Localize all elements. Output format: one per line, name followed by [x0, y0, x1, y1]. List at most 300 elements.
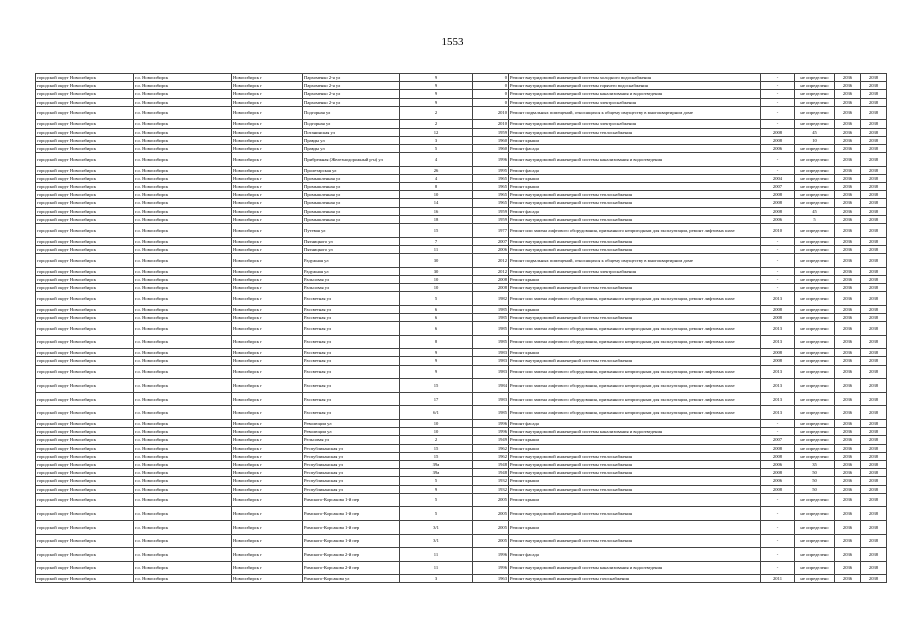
street-cell: Республиканская ул [303, 477, 400, 485]
settlement-cell: г.о. Новосибирск [134, 392, 232, 406]
plan-end-cell: 2038 [861, 379, 887, 393]
plan-end-cell: 2038 [861, 183, 887, 191]
plan-end-cell: 2038 [861, 392, 887, 406]
table-row [36, 460, 887, 468]
plan-start-cell: 2036 [835, 245, 861, 253]
wear-cell: не определено [795, 392, 835, 406]
municipality-cell: городской округ Новосибирск [36, 485, 134, 493]
plan-end-cell: 2038 [861, 460, 887, 468]
city-cell: Новосибирск г [232, 207, 303, 215]
house-number-cell: 6 [400, 322, 473, 336]
table-row [36, 534, 887, 548]
plan-start-cell: 2036 [835, 305, 861, 313]
work-type-cell: Ремонт крыши [509, 136, 761, 144]
settlement-cell: г.о. Новосибирск [134, 406, 232, 420]
settlement-cell: г.о. Новосибирск [134, 136, 232, 144]
build-year-cell: 1985 [473, 406, 509, 420]
build-year-cell: 1959 [473, 128, 509, 136]
table-row [36, 444, 887, 452]
build-year-cell: 1962 [473, 452, 509, 460]
last-repair-year-cell: - [761, 267, 795, 275]
street-cell: Революции ул [303, 420, 400, 428]
street-cell: Правды ул [303, 144, 400, 152]
work-type-cell: Ремонт внутридомовой инженерной системы канализования и водоотведения [509, 90, 761, 98]
city-cell: Новосибирск г [232, 575, 303, 583]
last-repair-year-cell: - [761, 237, 795, 245]
house-number-cell: 5 [400, 477, 473, 485]
table-row [36, 469, 887, 477]
house-number-cell: 11 [400, 561, 473, 575]
wear-cell: не определено [795, 428, 835, 436]
city-cell: Новосибирск г [232, 215, 303, 223]
plan-start-cell: 2036 [835, 406, 861, 420]
build-year-cell: 1959 [473, 215, 509, 223]
city-cell: Новосибирск г [232, 82, 303, 90]
work-type-cell: Ремонт фасада [509, 548, 761, 562]
city-cell: Новосибирск г [232, 120, 303, 128]
settlement-cell: г.о. Новосибирск [134, 493, 232, 507]
table-row [36, 322, 887, 336]
work-type-cell: Ремонт внутридомовой инженерной системы теплоснабжения [509, 313, 761, 321]
city-cell: Новосибирск г [232, 436, 303, 444]
street-cell: Пархоменко 2-я ул [303, 82, 400, 90]
table-row [36, 136, 887, 144]
table-row [36, 305, 887, 313]
table-row [36, 174, 887, 182]
work-type-cell: Ремонт внутридомовой инженерной системы канализования и водоотведения [509, 428, 761, 436]
build-year-cell: 1983 [473, 392, 509, 406]
build-year-cell: 1996 [473, 153, 509, 167]
settlement-cell: г.о. Новосибирск [134, 207, 232, 215]
city-cell: Новосибирск г [232, 452, 303, 460]
plan-start-cell: 2036 [835, 428, 861, 436]
wear-cell: не определено [795, 74, 835, 82]
plan-start-cell: 2036 [835, 275, 861, 283]
municipality-cell: городской округ Новосибирск [36, 575, 134, 583]
plan-end-cell: 2038 [861, 120, 887, 128]
table-row [36, 335, 887, 349]
street-cell: Римского-Корсакова 2-й пер [303, 561, 400, 575]
municipality-cell: городской округ Новосибирск [36, 283, 134, 291]
table-row [36, 90, 887, 98]
last-repair-year-cell: - [761, 507, 795, 521]
work-type-cell: Ремонт внутридомовой инженерной системы теплоснабжения [509, 469, 761, 477]
table-row [36, 349, 887, 357]
city-cell: Новосибирск г [232, 428, 303, 436]
city-cell: Новосибирск г [232, 128, 303, 136]
wear-cell: не определено [795, 379, 835, 393]
page-number: 1553 [441, 36, 464, 48]
capital-repair-table [35, 73, 887, 583]
street-cell: Республиканская ул [303, 485, 400, 493]
work-type-cell: Ремонт фасада [509, 166, 761, 174]
work-type-cell: Ремонт внутридомовой инженерной системы теплоснабжения [509, 199, 761, 207]
table-row [36, 313, 887, 321]
build-year-cell: 1983 [473, 349, 509, 357]
last-repair-year-cell: - [761, 275, 795, 283]
municipality-cell: городской округ Новосибирск [36, 215, 134, 223]
last-repair-year-cell: 2006 [761, 144, 795, 152]
settlement-cell: г.о. Новосибирск [134, 357, 232, 365]
plan-end-cell: 2038 [861, 365, 887, 379]
wear-cell: не определено [795, 174, 835, 182]
municipality-cell: городской округ Новосибирск [36, 292, 134, 306]
plan-end-cell: 2038 [861, 477, 887, 485]
build-year-cell: 1985 [473, 305, 509, 313]
last-repair-year-cell: - [761, 548, 795, 562]
table-row [36, 379, 887, 393]
plan-start-cell: 2036 [835, 253, 861, 267]
settlement-cell: г.о. Новосибирск [134, 561, 232, 575]
table-row [36, 207, 887, 215]
build-year-cell: 2005 [473, 493, 509, 507]
work-type-cell: Ремонт фасада [509, 144, 761, 152]
work-type-cell: Ремонт внутридомовой инженерной системы холодного водоснабжения [509, 74, 761, 82]
settlement-cell: г.о. Новосибирск [134, 485, 232, 493]
municipality-cell: городской округ Новосибирск [36, 357, 134, 365]
municipality-cell: городской округ Новосибирск [36, 392, 134, 406]
house-number-cell: 3 [400, 136, 473, 144]
settlement-cell: г.о. Новосибирск [134, 507, 232, 521]
plan-start-cell: 2036 [835, 237, 861, 245]
table-row [36, 267, 887, 275]
settlement-cell: г.о. Новосибирск [134, 428, 232, 436]
build-year-cell: 1995 [473, 166, 509, 174]
build-year-cell: 1949 [473, 436, 509, 444]
build-year-cell: 1977 [473, 224, 509, 238]
plan-end-cell: 2038 [861, 174, 887, 182]
street-cell: Рассветная ул [303, 379, 400, 393]
plan-end-cell: 2038 [861, 305, 887, 313]
plan-end-cell: 2038 [861, 166, 887, 174]
table-row [36, 493, 887, 507]
settlement-cell: г.о. Новосибирск [134, 477, 232, 485]
wear-cell: не определено [795, 183, 835, 191]
municipality-cell: городской округ Новосибирск [36, 335, 134, 349]
work-type-cell: Ремонт крыши [509, 349, 761, 357]
last-repair-year-cell: 2008 [761, 469, 795, 477]
wear-cell: 50 [795, 485, 835, 493]
table-row [36, 575, 887, 583]
plan-start-cell: 2036 [835, 215, 861, 223]
build-year-cell: 1985 [473, 322, 509, 336]
wear-cell: не определено [795, 406, 835, 420]
house-number-cell: 9 [400, 357, 473, 365]
municipality-cell: городской округ Новосибирск [36, 452, 134, 460]
work-type-cell: Ремонт крыши [509, 174, 761, 182]
settlement-cell: г.о. Новосибирск [134, 199, 232, 207]
settlement-cell: г.о. Новосибирск [134, 534, 232, 548]
plan-end-cell: 2038 [861, 207, 887, 215]
street-cell: Правды ул [303, 136, 400, 144]
street-cell: Революции ул [303, 428, 400, 436]
house-number-cell: 11 [400, 548, 473, 562]
work-type-cell: Ремонт внутридомовой инженерной системы электроснабжения [509, 267, 761, 275]
work-type-cell: Ремонт внутридомовой инженерной системы электроснабжения [509, 98, 761, 106]
table-body [36, 74, 887, 583]
build-year-cell: 1963 [473, 575, 509, 583]
plan-end-cell: 2038 [861, 237, 887, 245]
plan-start-cell: 2036 [835, 420, 861, 428]
settlement-cell: г.о. Новосибирск [134, 98, 232, 106]
build-year-cell: 1948 [473, 460, 509, 468]
last-repair-year-cell: - [761, 98, 795, 106]
work-type-cell: Ремонт крыши [509, 275, 761, 283]
house-number-cell: 11 [400, 245, 473, 253]
last-repair-year-cell: 2013 [761, 392, 795, 406]
plan-start-cell: 2036 [835, 507, 861, 521]
table-row [36, 561, 887, 575]
build-year-cell: 2008 [473, 275, 509, 283]
wear-cell: не определено [795, 357, 835, 365]
municipality-cell: городской округ Новосибирск [36, 379, 134, 393]
street-cell: Рассветная ул [303, 406, 400, 420]
plan-start-cell: 2036 [835, 120, 861, 128]
build-year-cell: 1959 [473, 207, 509, 215]
settlement-cell: г.о. Новосибирск [134, 237, 232, 245]
table-row [36, 436, 887, 444]
house-number-cell: 39а [400, 460, 473, 468]
wear-cell: не определено [795, 98, 835, 106]
work-type-cell: Ремонт внутридомовой инженерной системы теплоснабжения [509, 507, 761, 521]
municipality-cell: городской округ Новосибирск [36, 436, 134, 444]
last-repair-year-cell: - [761, 90, 795, 98]
plan-start-cell: 2036 [835, 82, 861, 90]
plan-end-cell: 2038 [861, 199, 887, 207]
house-number-cell: 14 [400, 199, 473, 207]
city-cell: Новосибирск г [232, 106, 303, 120]
city-cell: Новосибирск г [232, 322, 303, 336]
municipality-cell: городской округ Новосибирск [36, 365, 134, 379]
settlement-cell: г.о. Новосибирск [134, 245, 232, 253]
plan-end-cell: 2038 [861, 245, 887, 253]
plan-end-cell: 2038 [861, 144, 887, 152]
settlement-cell: г.о. Новосибирск [134, 183, 232, 191]
wear-cell: 10 [795, 136, 835, 144]
plan-start-cell: 2036 [835, 74, 861, 82]
settlement-cell: г.о. Новосибирск [134, 436, 232, 444]
municipality-cell: городской округ Новосибирск [36, 493, 134, 507]
table-row [36, 420, 887, 428]
municipality-cell: городской округ Новосибирск [36, 469, 134, 477]
settlement-cell: г.о. Новосибирск [134, 335, 232, 349]
house-number-cell: 15 [400, 444, 473, 452]
house-number-cell: 5 [400, 507, 473, 521]
work-type-cell: Ремонт подвальных помещений, относящихся к общему имуществу в многоквартирном доме [509, 253, 761, 267]
settlement-cell: г.о. Новосибирск [134, 349, 232, 357]
work-type-cell: Ремонт фасада [509, 420, 761, 428]
municipality-cell: городской округ Новосибирск [36, 144, 134, 152]
street-cell: Промышленная ул [303, 215, 400, 223]
work-type-cell: Ремонт подвальных помещений, относящихся к общему имуществу в многоквартирном доме [509, 106, 761, 120]
settlement-cell: г.о. Новосибирск [134, 106, 232, 120]
plan-start-cell: 2036 [835, 460, 861, 468]
city-cell: Новосибирск г [232, 245, 303, 253]
house-number-cell: 26 [400, 166, 473, 174]
street-cell: Радужная ул [303, 253, 400, 267]
build-year-cell: 0 [473, 82, 509, 90]
plan-start-cell: 2036 [835, 153, 861, 167]
plan-start-cell: 2036 [835, 292, 861, 306]
house-number-cell: 2 [400, 106, 473, 120]
work-type-cell: Ремонт крыши [509, 444, 761, 452]
last-repair-year-cell: 2013 [761, 335, 795, 349]
build-year-cell: 2008 [473, 283, 509, 291]
settlement-cell: г.о. Новосибирск [134, 215, 232, 223]
street-cell: Пархоменко 2-я ул [303, 90, 400, 98]
last-repair-year-cell: 2008 [761, 452, 795, 460]
city-cell: Новосибирск г [232, 469, 303, 477]
municipality-cell: городской округ Новосибирск [36, 428, 134, 436]
wear-cell: не определено [795, 245, 835, 253]
plan-start-cell: 2036 [835, 335, 861, 349]
table-row [36, 191, 887, 199]
work-type-cell: Ремонт или замена лифтового оборудования, признанного непригодным для эксплуатации, ремонт лифтовых шахт [509, 365, 761, 379]
city-cell: Новосибирск г [232, 199, 303, 207]
plan-end-cell: 2038 [861, 561, 887, 575]
last-repair-year-cell: 2010 [761, 224, 795, 238]
city-cell: Новосибирск г [232, 90, 303, 98]
build-year-cell: 2010 [473, 120, 509, 128]
city-cell: Новосибирск г [232, 365, 303, 379]
plan-start-cell: 2036 [835, 548, 861, 562]
municipality-cell: городской округ Новосибирск [36, 477, 134, 485]
wear-cell: не определено [795, 507, 835, 521]
work-type-cell: Ремонт внутридомовой инженерной системы теплоснабжения [509, 283, 761, 291]
settlement-cell: г.о. Новосибирск [134, 469, 232, 477]
build-year-cell: 2006 [473, 245, 509, 253]
build-year-cell: 2012 [473, 267, 509, 275]
plan-start-cell: 2036 [835, 469, 861, 477]
municipality-cell: городской округ Новосибирск [36, 322, 134, 336]
municipality-cell: городской округ Новосибирск [36, 174, 134, 182]
plan-end-cell: 2038 [861, 436, 887, 444]
municipality-cell: городской округ Новосибирск [36, 245, 134, 253]
wear-cell: 50 [795, 469, 835, 477]
plan-start-cell: 2036 [835, 199, 861, 207]
plan-end-cell: 2038 [861, 469, 887, 477]
last-repair-year-cell: 2008 [761, 349, 795, 357]
settlement-cell: г.о. Новосибирск [134, 548, 232, 562]
settlement-cell: г.о. Новосибирск [134, 460, 232, 468]
work-type-cell: Ремонт крыши [509, 493, 761, 507]
city-cell: Новосибирск г [232, 305, 303, 313]
settlement-cell: г.о. Новосибирск [134, 144, 232, 152]
last-repair-year-cell: 2008 [761, 199, 795, 207]
build-year-cell: 1982 [473, 292, 509, 306]
work-type-cell: Ремонт внутридомовой инженерной системы теплоснабжения [509, 460, 761, 468]
plan-end-cell: 2038 [861, 106, 887, 120]
build-year-cell: 1985 [473, 335, 509, 349]
municipality-cell: городской округ Новосибирск [36, 128, 134, 136]
table-row [36, 224, 887, 238]
city-cell: Новосибирск г [232, 292, 303, 306]
plan-end-cell: 2038 [861, 128, 887, 136]
house-number-cell: 9 [400, 90, 473, 98]
table-row [36, 98, 887, 106]
city-cell: Новосибирск г [232, 477, 303, 485]
build-year-cell: 1948 [473, 469, 509, 477]
municipality-cell: городской округ Новосибирск [36, 420, 134, 428]
table-row [36, 452, 887, 460]
city-cell: Новосибирск г [232, 534, 303, 548]
municipality-cell: городской округ Новосибирск [36, 548, 134, 562]
street-cell: Римского-Корсакова 1-й пер [303, 534, 400, 548]
plan-end-cell: 2038 [861, 406, 887, 420]
wear-cell: не определено [795, 534, 835, 548]
build-year-cell: 1965 [473, 183, 509, 191]
street-cell: Промышленная ул [303, 183, 400, 191]
plan-start-cell: 2036 [835, 183, 861, 191]
plan-end-cell: 2038 [861, 428, 887, 436]
plan-start-cell: 2036 [835, 349, 861, 357]
work-type-cell: Ремонт внутридомовой инженерной системы теплоснабжения [509, 245, 761, 253]
build-year-cell: 1965 [473, 199, 509, 207]
plan-start-cell: 2036 [835, 128, 861, 136]
last-repair-year-cell: 2007 [761, 436, 795, 444]
build-year-cell: 0 [473, 90, 509, 98]
wear-cell: не определено [795, 305, 835, 313]
wear-cell: не определено [795, 253, 835, 267]
plan-start-cell: 2036 [835, 520, 861, 534]
last-repair-year-cell: - [761, 74, 795, 82]
plan-end-cell: 2038 [861, 74, 887, 82]
plan-start-cell: 2036 [835, 174, 861, 182]
city-cell: Новосибирск г [232, 253, 303, 267]
settlement-cell: г.о. Новосибирск [134, 292, 232, 306]
plan-start-cell: 2036 [835, 191, 861, 199]
house-number-cell: 2 [400, 436, 473, 444]
municipality-cell: городской округ Новосибирск [36, 561, 134, 575]
wear-cell: не определено [795, 520, 835, 534]
street-cell: Радужная ул [303, 267, 400, 275]
city-cell: Новосибирск г [232, 174, 303, 182]
wear-cell: не определено [795, 237, 835, 245]
plan-end-cell: 2038 [861, 313, 887, 321]
plan-start-cell: 2036 [835, 136, 861, 144]
street-cell: Пархоменко 2-я ул [303, 74, 400, 82]
work-type-cell: Ремонт внутридомовой инженерной системы электроснабжения [509, 120, 761, 128]
settlement-cell: г.о. Новосибирск [134, 191, 232, 199]
wear-cell: не определено [795, 493, 835, 507]
house-number-cell: 6 [400, 313, 473, 321]
table-row [36, 183, 887, 191]
settlement-cell: г.о. Новосибирск [134, 379, 232, 393]
street-cell: Рассветная ул [303, 392, 400, 406]
wear-cell: не определено [795, 153, 835, 167]
settlement-cell: г.о. Новосибирск [134, 224, 232, 238]
wear-cell: не определено [795, 335, 835, 349]
house-number-cell: 5 [400, 292, 473, 306]
municipality-cell: городской округ Новосибирск [36, 313, 134, 321]
city-cell: Новосибирск г [232, 283, 303, 291]
house-number-cell: 6/1 [400, 406, 473, 420]
wear-cell: 45 [795, 207, 835, 215]
wear-cell: не определено [795, 365, 835, 379]
build-year-cell: 1932 [473, 477, 509, 485]
table-row [36, 428, 887, 436]
build-year-cell: 2012 [473, 253, 509, 267]
build-year-cell: 1965 [473, 191, 509, 199]
street-cell: Рассветная ул [303, 335, 400, 349]
table-row [36, 392, 887, 406]
plan-end-cell: 2038 [861, 349, 887, 357]
plan-end-cell: 2038 [861, 452, 887, 460]
municipality-cell: городской округ Новосибирск [36, 275, 134, 283]
street-cell: Римского-Корсакова 1-й пер [303, 507, 400, 521]
table-row [36, 253, 887, 267]
plan-start-cell: 2036 [835, 444, 861, 452]
